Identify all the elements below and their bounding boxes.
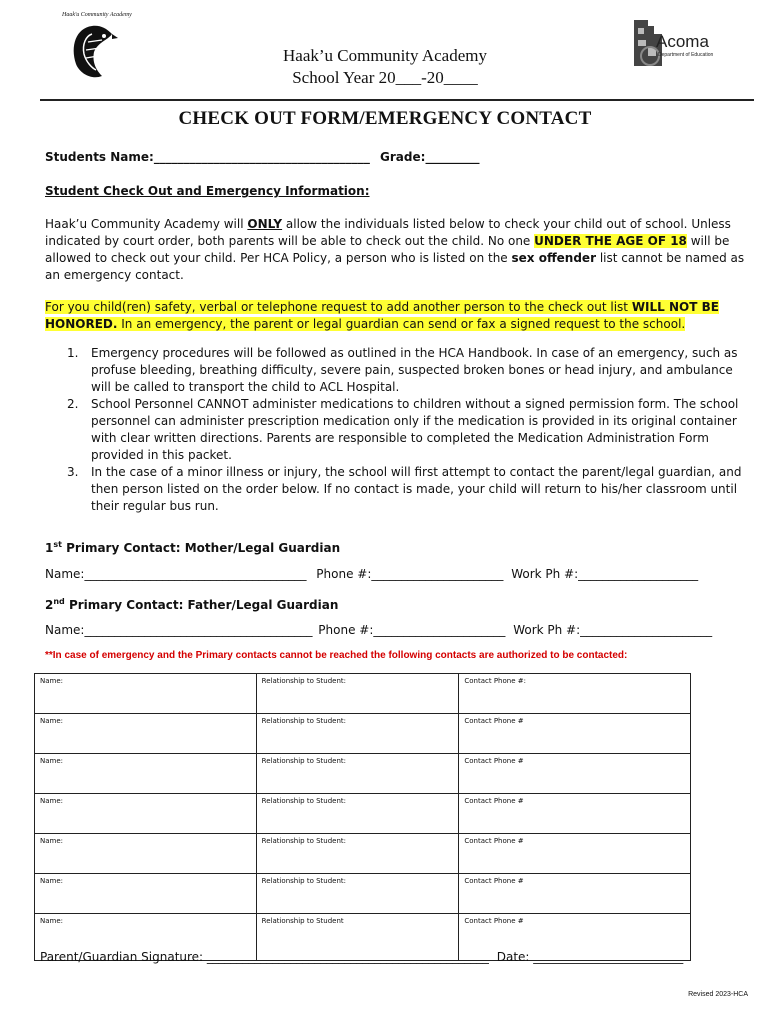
table-row — [35, 834, 691, 874]
grade-field[interactable]: _________ — [425, 150, 480, 164]
contact-name-cell[interactable]: Name: — [35, 914, 257, 961]
section-heading: Student Check Out and Emergency Information: — [45, 184, 370, 198]
contact-name-cell[interactable]: Name: — [35, 794, 257, 834]
ordinal-suffix: st — [53, 540, 62, 549]
primary2-work-phone-field[interactable]: Work Ph #:______________________ — [513, 623, 713, 637]
contact-phone-cell[interactable]: Contact Phone # — [459, 714, 691, 754]
ordinal-suffix: nd — [53, 597, 65, 606]
para1-text-4: list cannot be named as an emergency contact. — [45, 251, 745, 282]
contact-name-cell[interactable]: Name: — [35, 754, 257, 794]
school-year: School Year 20___-20____ — [292, 68, 478, 87]
para1-text-1: Haak’u Community Academy will — [45, 217, 248, 231]
checkout-policy-paragraph — [45, 216, 745, 284]
header-divider — [40, 99, 754, 101]
form-title: CHECK OUT FORM/EMERGENCY CONTACT — [178, 108, 592, 129]
contact-relationship-cell[interactable]: Relationship to Student: — [256, 714, 459, 754]
para2-text-2: In an emergency, the parent or legal guardian can send or fax a signed request to the school. — [117, 317, 686, 331]
contact-phone-cell[interactable]: Contact Phone #: — [459, 674, 691, 714]
signature-field[interactable]: Parent/Guardian Signature: _______________________________________________ — [40, 950, 489, 964]
table-row — [35, 714, 691, 754]
procedure-item — [67, 464, 745, 515]
primary2-phone-field[interactable]: Phone #:______________________ — [318, 623, 506, 637]
primary-contact-2-fields — [45, 622, 712, 639]
ordinal: 2 — [45, 598, 54, 612]
contact-phone-cell[interactable]: Contact Phone # — [459, 874, 691, 914]
date-field[interactable]: Date: _________________________ — [496, 950, 684, 964]
student-line — [45, 149, 479, 166]
table-row — [35, 794, 691, 834]
revision-note: Revised 2023-HCA — [688, 991, 748, 998]
contact-name-cell[interactable]: Name: — [35, 834, 257, 874]
procedure-item — [67, 396, 745, 464]
contact-relationship-cell[interactable]: Relationship to Student: — [256, 674, 459, 714]
para2-text-1: For you child(ren) safety, verbal or telephone request to add another person to the check out list — [45, 300, 632, 314]
signature-line — [40, 949, 683, 966]
emergency-contacts-table — [34, 673, 691, 961]
procedures-list — [67, 345, 745, 515]
primary2-name-field[interactable]: Name:______________________________________ — [45, 623, 313, 637]
school-name: Haak’u Community Academy — [283, 46, 487, 65]
contact-relationship-cell[interactable]: Relationship to Student: — [256, 754, 459, 794]
heading-text: Primary Contact: Mother/Legal Guardian — [61, 541, 341, 555]
contact-name-cell[interactable]: Name: — [35, 714, 257, 754]
ordinal: 1 — [45, 541, 54, 555]
contact-relationship-cell[interactable]: Relationship to Student — [256, 914, 459, 961]
table-row — [35, 754, 691, 794]
contact-relationship-cell[interactable]: Relationship to Student: — [256, 874, 459, 914]
para1-text-3: will be allowed to check out your child. Per HCA Policy, a person who is listed on the — [45, 234, 730, 265]
contact-relationship-cell[interactable]: Relationship to Student: — [256, 834, 459, 874]
contact-phone-cell[interactable]: Contact Phone # — [459, 834, 691, 874]
under-18-highlight: UNDER THE AGE OF 18 — [534, 234, 687, 248]
sex-offender-emphasis: sex offender — [511, 251, 596, 265]
contact-relationship-cell[interactable]: Relationship to Student: — [256, 794, 459, 834]
primary1-name-field[interactable]: Name:_____________________________________ — [45, 567, 307, 581]
table-row — [35, 674, 691, 714]
grade-label: Grade: — [380, 150, 426, 164]
item-text: School Personnel CANNOT administer medications to children without a signed permission form. The school personnel can administer prescription medication only if the medication is provided in its original container with clear written directions. Parents are responsible to completed the Medication Administration Form provided in this packet. — [91, 397, 739, 462]
contact-phone-cell[interactable]: Contact Phone # — [459, 794, 691, 834]
item-number: 3. — [67, 465, 79, 479]
acoma-logo-subtext: Department of Education — [658, 52, 714, 58]
item-text: Emergency procedures will be followed as outlined in the HCA Handbook. In case of an emergency, such as profuse bleeding, breathing difficulty, severe pain, suspected broken bones or head injury, and ambulance will be called to transport the child to ACL Hospital. — [91, 346, 738, 394]
primary1-work-phone-field[interactable]: Work Ph #:____________________ — [511, 567, 699, 581]
student-name-label: Students Name: — [45, 150, 154, 164]
emergency-note: **In case of emergency and the Primary contacts cannot be reached the following contacts are authorized to be contacted: — [45, 650, 628, 661]
primary-contact-1-fields — [45, 566, 698, 583]
contact-phone-cell[interactable]: Contact Phone # — [459, 914, 691, 961]
para1-text-2: allow the individuals listed below to check your child out of school. Unless indicated by court order, both parents will be able to check out the child. No one — [45, 217, 731, 248]
procedure-item — [67, 345, 745, 396]
primary1-phone-field[interactable]: Phone #:______________________ — [316, 567, 504, 581]
item-number: 2. — [67, 397, 79, 411]
acoma-logo-text: Acoma — [656, 32, 709, 51]
contact-name-cell[interactable]: Name: — [35, 674, 257, 714]
student-name-field[interactable]: ____________________________________ — [153, 150, 370, 164]
contact-name-cell[interactable]: Name: — [35, 874, 257, 914]
not-honored-emphasis: WILL NOT BE HONORED. — [45, 300, 719, 331]
heading-text: Primary Contact: Father/Legal Guardian — [64, 598, 339, 612]
item-text: In the case of a minor illness or injury, the school will first attempt to contact the parent/legal guardian, and then person listed on the order below. If no contact is made, your child will return to his/her classroom until their regular bus run. — [91, 465, 742, 513]
primary-contact-2-heading — [45, 593, 338, 614]
only-emphasis: ONLY — [247, 217, 283, 231]
table-row — [35, 874, 691, 914]
phone-request-paragraph — [45, 299, 725, 333]
primary-contact-1-heading — [45, 536, 340, 557]
item-number: 1. — [67, 346, 79, 360]
contact-phone-cell[interactable]: Contact Phone # — [459, 754, 691, 794]
logo-script-text: Haak'u Community Academy — [62, 12, 132, 18]
